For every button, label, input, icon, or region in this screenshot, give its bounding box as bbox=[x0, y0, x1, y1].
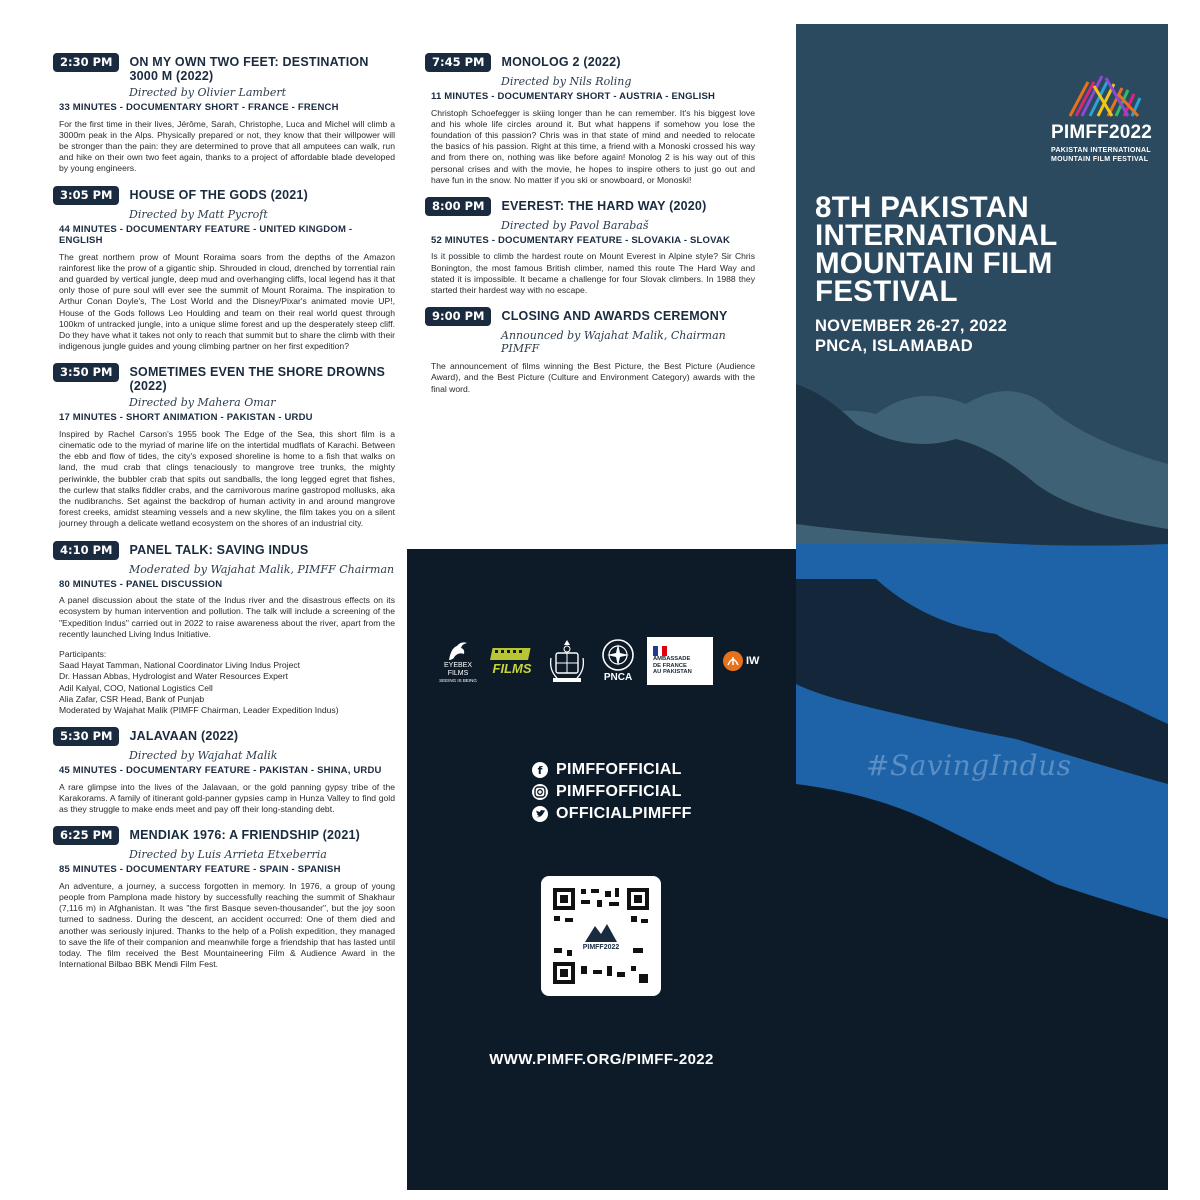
event-title: EVEREST: THE HARD WAY (2020) bbox=[501, 198, 707, 213]
participant: Dr. Hassan Abbas, Hydrologist and Water Resources Expert bbox=[59, 671, 288, 682]
event-description: Christoph Schoefegger is skiing longer than he can remember. It's his biggest love and his whole life circles around it. But what happens if somehow you lose the foundation of this passion? Chris was in that state of mind and needed to relocate the basics of his passion. Right at this time, a friend with a Monoski crossed his way and from there on, nothing was like before again! Monolog 2 is his way out of this personal crises and with the movie, he hopes to inspire others to just go out and have fun in the snow. No matter if you ski or snowboard, or Monoski! bbox=[431, 107, 755, 185]
time-badge: 5:30 PM bbox=[53, 727, 119, 746]
event-meta: 17 MINUTES - SHORT ANIMATION - PAKISTAN - URDU bbox=[59, 412, 313, 424]
event-meta: 44 MINUTES - DOCUMENTARY FEATURE - UNITED KINGDOM - ENGLISH bbox=[59, 223, 353, 247]
event-530 bbox=[53, 726, 395, 815]
participant: Alia Zafar, CSR Head, Bank of Punjab bbox=[59, 693, 205, 704]
qr-code[interactable] bbox=[541, 876, 661, 996]
event-description: A rare glimpse into the lives of the Jalavaan, or the gold panning gypsy tribe of the Karakorams. A family of itinerant gold-panner gypsies camp in Hunza Valley to find gold as they struggle to make ends meet and pay off their long-standing debt. bbox=[59, 781, 395, 815]
event-description: The announcement of films winning the Best Picture, the Best Picture (Audience Award), and the Best Picture (Culture and Environment Category) awards with the final word. bbox=[431, 361, 755, 394]
iw-circle-icon bbox=[722, 650, 744, 672]
brand-subtitle-1: PAKISTAN INTERNATIONAL bbox=[1051, 147, 1151, 154]
facebook-handle: PIMFFOFFICIAL bbox=[556, 761, 682, 778]
event-description: The great northern prow of Mount Roraima soars from the depths of the Amazon rainforest like the prow of a gigantic ship. Shrouded in cloud, drenched by torrential rain and guarded by vertical jungle, deep mud and overhanging cliffs, local legend has it that only those of pure soul will ever see the summit of Mount Roraima. The inspiration to Arthur Conan Doyle's, The Lost World and the Disney/Pixar's animated movie UP!, House of the Gods follows Leo Houlding and team on their real world quest through 100km of untracked jungle, into a unique slime forest and up the desperately steep cliff. Do they have what it takes not only to reach that summit but to share the climb with their indigenous jungle guides and young climbing partner on her first expedition? bbox=[59, 251, 395, 352]
event-description: Inspired by Rachel Carson's 1955 book The Edge of the Sea, this short film is a cinematic ode to the myriad of marine life on the intertidal mudflats of Karachi. Between the ebb and flow of tides, the city's exposed shoreline is home to a fish that walks on land, the mud crab that clings tenaciously to mangrove tree trunks, the mighty periwinkle, the bubbler crab that spits out sandballs, the long legged egret that fishes, the curlew that stalks fiddler crabs, and the carnivorous marine gastropod mollusks, aka the nudibranchs. Set against the backdrop of human activity in and around mangrove forest creeks, amidst steaming vessels and a new skyline, the film takes you on a silent journey through a delicate wetland ecosystem on the shores of an industrial city. bbox=[59, 428, 395, 529]
event-meta: 85 MINUTES - DOCUMENTARY FEATURE - SPAIN - SPANISH bbox=[59, 864, 341, 876]
ambassade-line: AMBASSADE bbox=[653, 656, 691, 663]
event-title: MONOLOG 2 (2022) bbox=[501, 55, 621, 69]
eyebex-tagline: SEEING IS BEING bbox=[439, 677, 477, 683]
qr-pattern bbox=[551, 886, 651, 986]
eyebex-logo bbox=[437, 640, 479, 683]
instagram-icon bbox=[532, 784, 548, 800]
event-director: Directed by Mahera Omar bbox=[129, 396, 276, 410]
brand-block bbox=[1051, 122, 1152, 164]
instagram-link[interactable] bbox=[532, 783, 692, 801]
eyebex-label: EYEBEX FILMS bbox=[443, 661, 472, 677]
films-label: FILMS bbox=[492, 661, 532, 676]
twitter-handle: OFFICIALPIMFFF bbox=[556, 805, 692, 822]
time-badge: 9:00 PM bbox=[425, 307, 491, 326]
time-badge: 8:00 PM bbox=[425, 197, 491, 216]
event-director: Directed by Pavol Barabaš bbox=[501, 218, 649, 232]
participant: Adil Kalyal, COO, National Logistics Cell bbox=[59, 682, 213, 693]
schedule-column-left bbox=[53, 52, 395, 980]
iw-logo bbox=[722, 650, 759, 672]
event-305 bbox=[53, 185, 395, 353]
time-badge: 3:05 PM bbox=[53, 186, 119, 205]
event-title: CLOSING AND AWARDS CEREMONY bbox=[501, 309, 728, 324]
qr-label: PIMFF2022 bbox=[582, 944, 620, 951]
event-title: MENDIAK 1976: A FRIENDSHIP (2021) bbox=[129, 828, 360, 843]
event-title: JALAVAAN (2022) bbox=[129, 729, 239, 744]
pnca-label: PNCA bbox=[603, 672, 633, 683]
participant: Moderated by Wajahat Malik (PIMFF Chairman, Leader Expedition Indus) bbox=[59, 705, 339, 715]
event-title: PANEL TALK: SAVING INDUS bbox=[129, 542, 309, 557]
festival-dates: NOVEMBER 26-27, 2022 bbox=[815, 317, 1008, 335]
event-745 bbox=[425, 52, 755, 186]
participants-heading: Participants: bbox=[59, 648, 107, 659]
brand-name: PIMFF2022 bbox=[1051, 122, 1153, 143]
pnca-logo bbox=[598, 638, 638, 684]
event-230 bbox=[53, 52, 395, 175]
iw-label: IW bbox=[746, 655, 760, 667]
facebook-link[interactable] bbox=[532, 761, 692, 779]
event-900 bbox=[425, 306, 755, 395]
festival-info bbox=[815, 316, 1007, 356]
event-meta: 52 MINUTES - DOCUMENTARY FEATURE - SLOVAKIA - SLOVAK bbox=[431, 234, 731, 246]
event-title: HOUSE OF THE GODS (2021) bbox=[129, 187, 308, 202]
event-description: A panel discussion about the state of the Indus river and the disastrous effects on its ecosystem by human intervention and pollution. The talk will include a screening of the "Expedition Indus" carried out in 2022 to raise awareness about the river, apart from the recently launched Living Indus Initiative. bbox=[59, 595, 395, 639]
cover-panel bbox=[796, 24, 1168, 1190]
event-meta: 80 MINUTES - PANEL DISCUSSION bbox=[59, 578, 223, 590]
time-badge: 3:50 PM bbox=[53, 363, 119, 382]
brand-subtitle-2: MOUNTAIN FILM FESTIVAL bbox=[1051, 155, 1149, 163]
pnca-emblem-icon bbox=[601, 638, 635, 672]
time-badge: 6:25 PM bbox=[53, 826, 119, 845]
festival-title: 8TH PAKISTAN INTERNATIONAL MOUNTAIN FILM FESTIVAL bbox=[815, 191, 1058, 308]
event-description: For the first time in their lives, Jérôme, Sarah, Christophe, Luca and Michel will climb a 3000m peak in the Alps. Physically prepared or not, they know that their willpower will be stronger than the pain: they are determined to prove that all amputees can walk, run and hike on their own two feet again, thanks to a project of affordable blade developed by young engineers. bbox=[59, 118, 395, 174]
social-links bbox=[532, 761, 692, 827]
films-logo bbox=[488, 646, 536, 676]
website-link[interactable]: WWW.PIMFF.ORG/PIMFF-2022 bbox=[489, 1051, 714, 1068]
sponsor-panel bbox=[407, 549, 796, 1190]
hashtag: #SavingIndus bbox=[866, 749, 1072, 782]
participant: Saad Hayat Tamman, National Coordinator Living Indus Project bbox=[59, 660, 301, 671]
event-350 bbox=[53, 362, 395, 529]
event-director: Directed by Nils Roling bbox=[501, 75, 632, 88]
crest-icon bbox=[547, 638, 587, 684]
event-director: Directed by Matt Pycroft bbox=[129, 207, 268, 221]
event-title: ON MY OWN TWO FEET: DESTINATION 3000 M (2022) bbox=[129, 55, 369, 83]
twitter-icon bbox=[532, 806, 548, 822]
event-director: Moderated by Wajahat Malik, PIMFF Chairman bbox=[129, 562, 395, 576]
instagram-handle: PIMFFOFFICIAL bbox=[556, 783, 682, 800]
event-director: Directed by Luis Arrieta Etxeberria bbox=[129, 848, 327, 862]
facebook-icon: f bbox=[532, 762, 548, 778]
time-badge: 7:45 PM bbox=[425, 53, 491, 72]
film-reel-icon bbox=[489, 646, 535, 662]
event-description: An adventure, a journey, a success forgotten in memory. In 1976, a group of young people from Pamplona made history by successfully reaching the summit of Shakhaur (7,116 m) in Afghanistan. It was "the first Basque seven-thousander", but the joy soon turned to sadness. During the descent, an accident occurred: One of them died and another was seriously injured. Thanks to the help of a Polish expedition, they managed to save the life of their companion and meanwhile forge a friendship that has lasted until today. The film received the Best Mountaineering Film & Audience Award in the International Bilbao BBK Mendi Film Fest. bbox=[59, 880, 395, 970]
event-director: Announced by Wajahat Malik, Chairman PIMFF bbox=[501, 329, 726, 356]
event-800 bbox=[425, 196, 755, 296]
sponsor-logos bbox=[437, 637, 759, 685]
time-badge: 4:10 PM bbox=[53, 541, 119, 560]
event-410 bbox=[53, 540, 395, 717]
festival-venue: PNCA, ISLAMABAD bbox=[815, 337, 973, 355]
event-meta: 11 MINUTES - DOCUMENTARY SHORT - AUSTRIA - ENGLISH bbox=[431, 91, 716, 102]
event-description: Is it possible to climb the hardest route on Mount Everest in Alpine style? Sir Chris Bonington, the most famous British climber, named this route The Hard Way and stated it is impossible. It became a challenge for four Slovak climbers. In 1988 they started their hardest way with no escape. bbox=[431, 251, 755, 296]
twitter-link[interactable] bbox=[532, 805, 692, 823]
event-director: Directed by Wajahat Malik bbox=[129, 749, 278, 763]
ambassade-line: AU PAKISTAN bbox=[653, 669, 692, 676]
government-emblem bbox=[545, 638, 589, 684]
event-meta: 45 MINUTES - DOCUMENTARY FEATURE - PAKISTAN - SHINA, URDU bbox=[59, 765, 382, 777]
schedule-column-middle bbox=[425, 52, 755, 405]
ibex-icon bbox=[445, 640, 471, 662]
marianne-icon bbox=[653, 646, 667, 656]
time-badge: 2:30 PM bbox=[53, 53, 119, 72]
event-title: SOMETIMES EVEN THE SHORE DROWNS (2022) bbox=[129, 365, 386, 394]
event-meta: 33 MINUTES - DOCUMENTARY SHORT - FRANCE - FRENCH bbox=[59, 102, 339, 113]
participants-list bbox=[53, 649, 395, 716]
french-embassy-logo bbox=[647, 637, 713, 685]
ambassade-line: DE FRANCE bbox=[653, 662, 687, 669]
event-625 bbox=[53, 825, 395, 970]
event-director: Directed by Olivier Lambert bbox=[129, 86, 287, 99]
